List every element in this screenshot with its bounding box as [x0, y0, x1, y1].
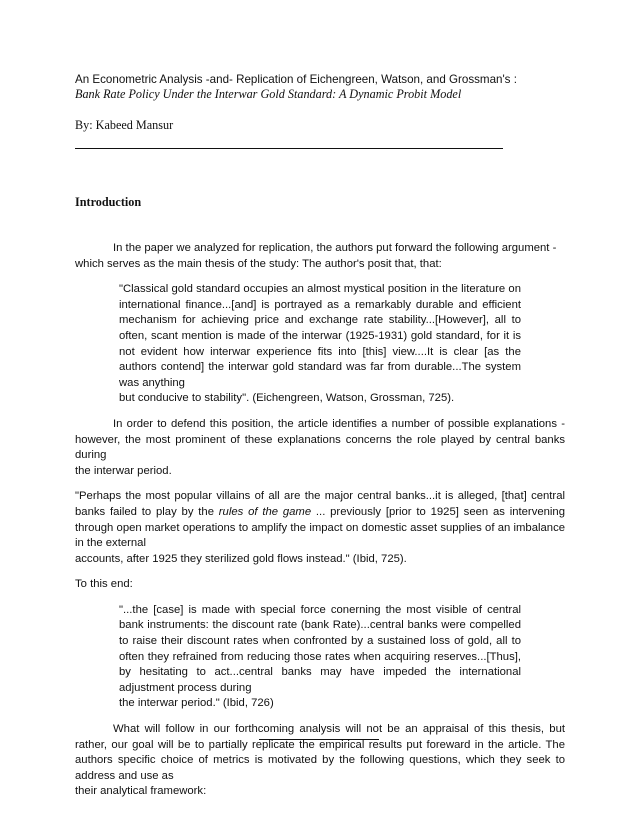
document-page: [75, 72, 565, 800]
paragraph-4: [75, 577, 565, 593]
paragraph-2-body: In order to defend this position, the article identifies a number of possible explanations - however, the most prominent of these explanations concerns the role played by central banks during: [75, 417, 565, 462]
paragraph-1-body: In the paper we analyzed for replication, the authors put forward the following argument -: [113, 242, 557, 254]
block-quote-2: [75, 603, 565, 712]
paragraph-5-last-line: their analytical framework:: [75, 785, 207, 798]
author-byline: By: Kabeed Mansur: [75, 118, 174, 132]
paragraph-3-part-2: ... previously [prior to 1925] seen as intervening through open market operations to amplify the impact on domestic asset supplies of an imbalance in the external: [75, 505, 565, 550]
paragraph-3-last-line: accounts, after 1925 they sterilized gold flows instead." (Ibid, 725).: [75, 552, 407, 565]
paragraph-2-last-line: the interwar period.: [75, 464, 172, 477]
paragraph-2: [75, 417, 565, 479]
paragraph-3: [75, 489, 565, 567]
block-quote-1-body: "Classical gold standard occupies an almost mystical position in the literature on international finance...[and] is portrayed as a remarkably durable and efficient mechanism for achieving price and exchange rate stability...[However], all to often, scant mention is made of the interwar (1925-1931) gold standard, for it is not evident how interwar experience fits into [this] view....It is clear [as the authors contend] the interwar gold standard was far from durable...The system was anything: [119, 283, 521, 389]
paragraph-3-body: [75, 489, 565, 551]
paragraph-3-part-1: "Perhaps the most popular villains of all are the major central banks...it is alleged, [that] central banks failed to play by the: [75, 490, 565, 518]
document-subtitle: Bank Rate Policy Under the Interwar Gold Standard: A Dynamic Probit Model: [75, 87, 462, 101]
header-divider: [75, 148, 503, 149]
section-heading: Introduction: [75, 195, 142, 209]
paragraph-5: [75, 722, 565, 800]
block-quote-2-last-line: the interwar period." (Ibid, 726): [119, 697, 274, 710]
footnote-divider: [259, 739, 379, 740]
paragraph-3-italic: rules of the game: [218, 505, 312, 518]
document-title: An Econometric Analysis -and- Replication of Eichengreen, Watson, and Grossman's :: [75, 73, 517, 86]
paragraph-1: [75, 241, 565, 272]
block-quote-1: [75, 282, 565, 407]
block-quote-1-last-line: but conducive to stability". (Eichengreen, Watson, Grossman, 725).: [119, 392, 455, 405]
paragraph-5-body: What will follow in our forthcoming analysis will not be an appraisal of this thesis, but rather, our goal will be to partially replicate the empirical results put foreward in the article. The authors specific choice of metrics is motivated by the following questions, which they seek to address and use as: [75, 723, 565, 782]
block-quote-2-body: "...the [case] is made with special force conerning the most visible of central bank instruments: the discount rate (bank Rate)...central banks were compelled to raise their discount rates when confronted by a sustained loss of gold, all to often they refrained from reducing those rates when acquiring reserves...[Thus], by hesitating to act...central banks may have impeded the international adjustment process during: [119, 603, 521, 694]
paragraph-4-text: To this end:: [75, 578, 133, 591]
paragraph-1-last-line: which serves as the main thesis of the study: The author's posit that, that:: [75, 257, 442, 270]
